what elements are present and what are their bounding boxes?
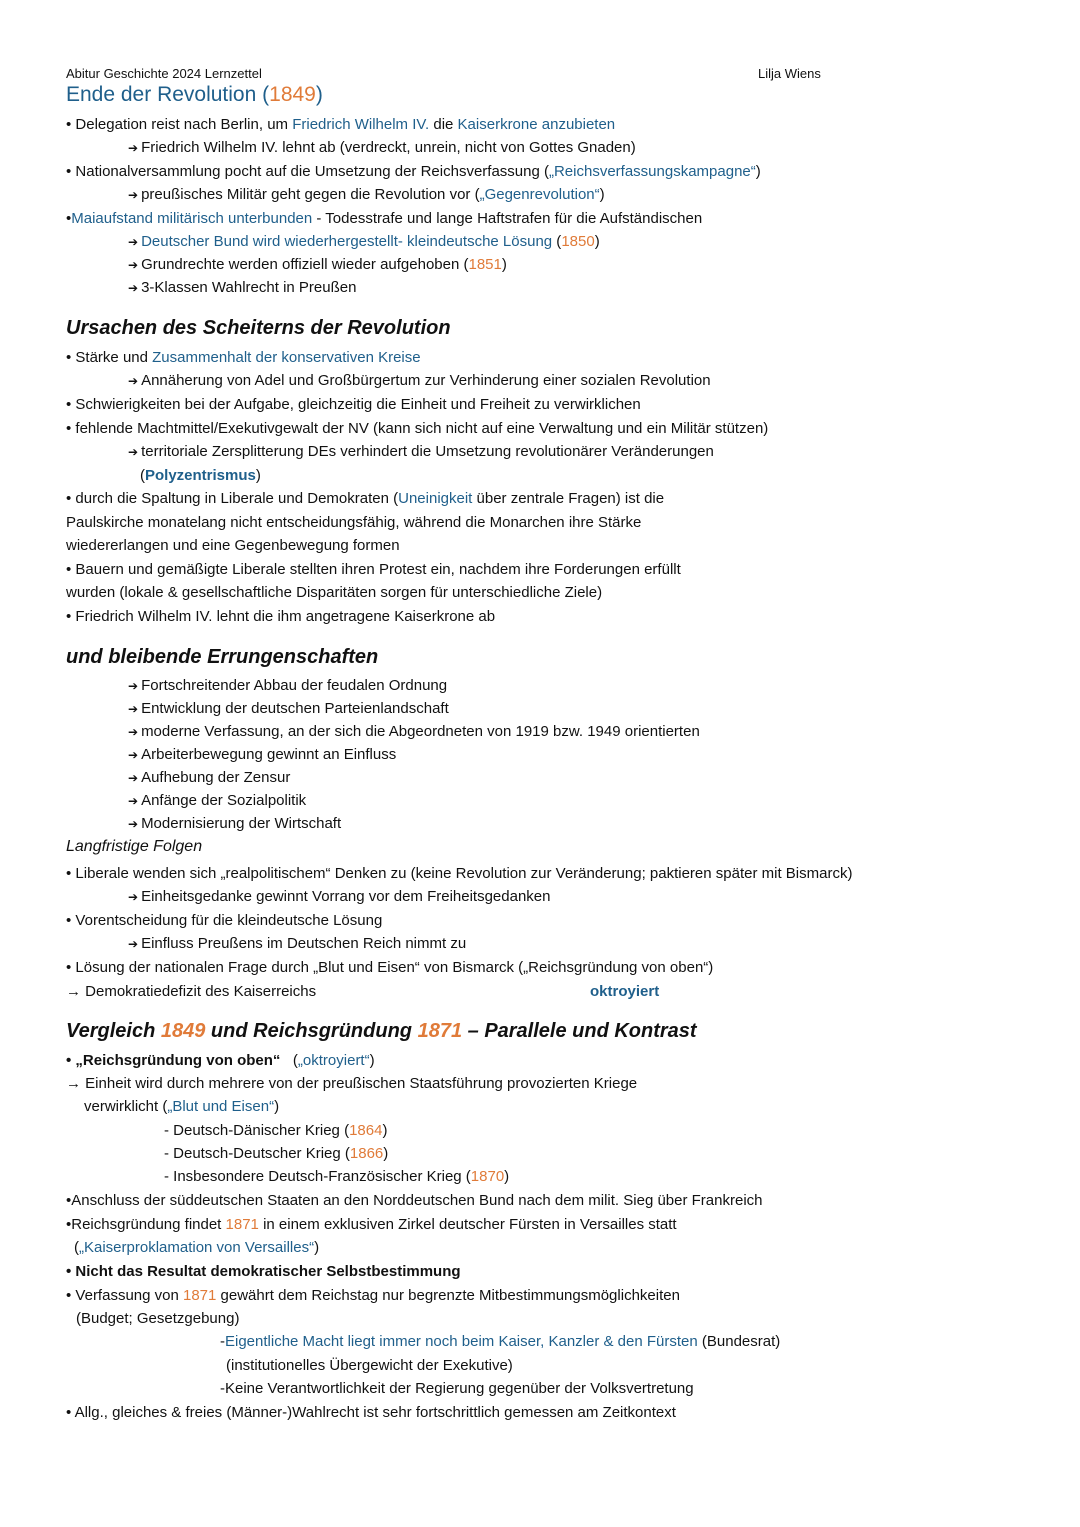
bullet-line: • „Reichsgründung von oben“ („oktroyiert“) [66, 1052, 375, 1069]
arrow-line: ➔ Grundrechte werden offiziell wieder aufgehoben (1851) [128, 256, 507, 273]
arrow-line: ➔ territoriale Zersplitterung DEs verhindert die Umsetzung revolutionärer Veränderungen [128, 443, 714, 460]
text-line: wurden (lokale & gesellschaftliche Disparitäten sorgen für unterschiedliche Ziele) [66, 584, 603, 601]
war-item: - Deutsch-Deutscher Krieg (1866) [164, 1145, 389, 1162]
text-line: wiedererlangen und eine Gegenbewegung formen [66, 537, 400, 554]
bullet-line: • Delegation reist nach Berlin, um Friedrich Wilhelm IV. die Kaiserkrone anzubieten [66, 116, 616, 133]
bullet-line: • Bauern und gemäßigte Liberale stellten ihren Protest ein, nachdem ihre Forderungen erfüllt [66, 561, 681, 578]
bullet-line: • fehlende Machtmittel/Exekutivgewalt der NV (kann sich nicht auf eine Verwaltung und ein Militär stützen) [66, 420, 769, 437]
arrow-right-icon: ➔ [128, 748, 139, 762]
text-line: (Budget; Gesetzgebung) [76, 1310, 240, 1327]
header-title: Abitur Geschichte 2024 Lernzettel [66, 66, 262, 81]
arrow-right-icon: ➔ [128, 235, 139, 249]
arrow-line: ➔ Entwicklung der deutschen Parteienlandschaft [128, 700, 449, 717]
arrow-line: ➔ Fortschreitender Abbau der feudalen Ordnung [128, 677, 448, 694]
bullet-line: • Nationalversammlung pocht auf die Umsetzung der Reichsverfassung („Reichsverfassungskampagne“) [66, 163, 761, 180]
bullet-line: • Verfassung von 1871 gewährt dem Reichstag nur begrenzte Mitbestimmungsmöglichkeiten [66, 1287, 680, 1304]
bullet-line: • Schwierigkeiten bei der Aufgabe, gleichzeitig die Einheit und Freiheit zu verwirklichen [66, 396, 641, 413]
text-line: -Keine Verantwortlichkeit der Regierung gegenüber der Volksvertretung [220, 1380, 694, 1397]
bullet-line: • durch die Spaltung in Liberale und Demokraten (Uneinigkeit über zentrale Fragen) ist die [66, 490, 665, 507]
bullet-line: • Stärke und Zusammenhalt der konservativen Kreise [66, 349, 421, 366]
text-line: Paulskirche monatelang nicht entscheidungsfähig, während die Monarchen ihre Stärke [66, 514, 642, 531]
bullet-line: •Maiaufstand militärisch unterbunden - Todesstrafe und lange Haftstrafen für die Aufständischen [66, 210, 703, 227]
arrow-right-icon: ➔ [128, 445, 139, 459]
arrow-line: ➔ Aufhebung der Zensur [128, 769, 291, 786]
bullet-line: • Vorentscheidung für die kleindeutsche Lösung [66, 912, 383, 929]
war-item: - Insbesondere Deutsch-Französischer Krieg (1870) [164, 1168, 510, 1185]
arrow-right-icon: ➔ [128, 702, 139, 716]
text-line: verwirklicht („Blut und Eisen“) [84, 1098, 280, 1115]
arrow-right-icon: ➔ [128, 374, 139, 388]
arrow-line: ➔ Deutscher Bund wird wiederhergestellt- kleindeutsche Lösung (1850) [128, 233, 600, 250]
bullet-line: • Lösung der nationalen Frage durch „Blut und Eisen“ von Bismarck („Reichsgründung von oben“) [66, 959, 714, 976]
arrow-line: ➔ moderne Verfassung, an der sich die Abgeordneten von 1919 bzw. 1949 orientierten [128, 723, 700, 740]
arrow-line: ➔ Friedrich Wilhelm IV. lehnt ab (verdreckt, unrein, nicht von Gottes Gnaden) [128, 139, 636, 156]
arrow-line: ➔ Modernisierung der Wirtschaft [128, 815, 342, 832]
bullet-line: • Allg., gleiches & freies (Männer-)Wahlrecht ist sehr fortschrittlich gemessen am Zeitkontext [66, 1404, 676, 1421]
arrow-line: ➔ 3-Klassen Wahlrecht in Preußen [128, 279, 357, 296]
arrow-line: ➔ Annäherung von Adel und Großbürgertum zur Verhinderung einer sozialen Revolution [128, 372, 711, 389]
text-line: (institutionelles Übergewicht der Exekutive) [226, 1357, 513, 1374]
arrow-right-icon: ➔ [128, 937, 139, 951]
war-item: - Deutsch-Dänischer Krieg (1864) [164, 1122, 388, 1139]
arrow-line: ➔ preußisches Militär geht gegen die Revolution vor („Gegenrevolution“) [128, 186, 605, 203]
arrow-right-icon: ➔ [128, 679, 139, 693]
arrow-right-icon: ➔ [128, 771, 139, 785]
arrow-right-icon: ➔ [128, 890, 139, 904]
arrow-right-icon: ➔ [128, 258, 139, 272]
arrow-right-icon: ➔ [128, 794, 139, 808]
header-author: Lilja Wiens [758, 66, 821, 81]
bullet-line: • Friedrich Wilhelm IV. lehnt die ihm angetragene Kaiserkrone ab [66, 608, 496, 625]
conclusion-line: → Demokratiedefizit des Kaiserreichs [66, 983, 317, 1000]
arrow-right-icon: ➔ [128, 188, 139, 202]
text-line: (Polyzentrismus) [140, 467, 261, 484]
section-title-ende: Ende der Revolution (1849) [66, 83, 323, 106]
bullet-line: •Reichsgründung findet 1871 in einem exklusiven Zirkel deutscher Fürsten in Versailles statt [66, 1216, 677, 1233]
arrow-line: → Einheit wird durch mehrere von der preußischen Staatsführung provozierten Kriege [66, 1075, 638, 1092]
bullet-line: • Liberale wenden sich „realpolitischem“ Denken zu (keine Revolution zur Veränderung; paktieren später mit Bismarck) [66, 865, 853, 882]
oktroyiert-label: oktroyiert [590, 983, 660, 1000]
arrow-line: ➔ Arbeiterbewegung gewinnt an Einfluss [128, 746, 397, 763]
arrow-line: ➔ Einheitsgedanke gewinnt Vorrang vor dem Freiheitsgedanken [128, 888, 551, 905]
arrow-line: ➔ Einfluss Preußens im Deutschen Reich nimmt zu [128, 935, 467, 952]
text-line: („Kaiserproklamation von Versailles“) [74, 1239, 320, 1256]
section-title-ursachen: Ursachen des Scheiterns der Revolution [66, 317, 451, 339]
text-line: -Eigentliche Macht liegt immer noch beim Kaiser, Kanzler & den Fürsten (Bundesrat) [220, 1333, 781, 1350]
subheading-langfristige-folgen: Langfristige Folgen [66, 838, 203, 855]
arrow-right-icon: ➔ [128, 725, 139, 739]
bullet-line: •Anschluss der süddeutschen Staaten an den Norddeutschen Bund nach dem milit. Sieg über Frankreich [66, 1192, 763, 1209]
arrow-right-icon: ➔ [128, 281, 139, 295]
bullet-line: • Nicht das Resultat demokratischer Selbstbestimmung [66, 1263, 461, 1280]
arrow-line: ➔ Anfänge der Sozialpolitik [128, 792, 307, 809]
arrow-right-icon: ➔ [128, 817, 139, 831]
section-title-vergleich: Vergleich 1849 und Reichsgründung 1871 – Parallele und Kontrast [66, 1020, 697, 1042]
section-title-errungenschaften: und bleibende Errungenschaften [66, 646, 379, 668]
arrow-right-icon: ➔ [128, 141, 139, 155]
